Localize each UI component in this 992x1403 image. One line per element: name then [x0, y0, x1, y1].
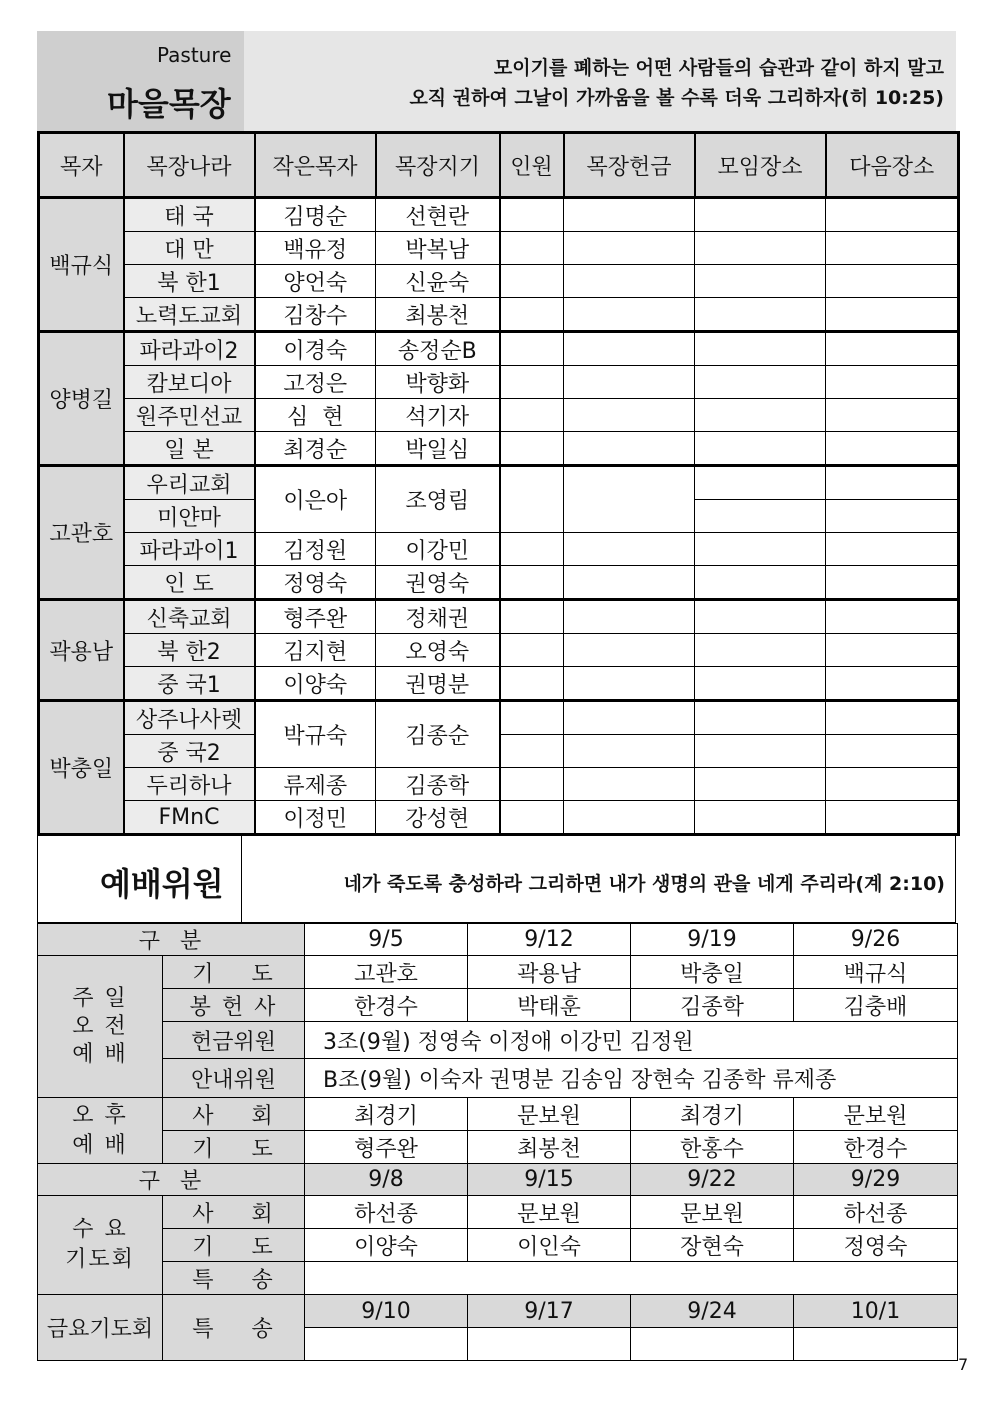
date-cell: 9/12	[468, 924, 631, 956]
offering-cell[interactable]	[564, 198, 695, 232]
col-header: 다음장소	[826, 133, 959, 198]
offering-cell[interactable]	[564, 566, 695, 600]
count-cell[interactable]	[500, 735, 564, 768]
country-name: 태 국	[124, 198, 255, 232]
duty-cell: 이인숙	[468, 1229, 631, 1262]
next-place-cell[interactable]	[826, 298, 959, 332]
place-cell[interactable]	[695, 366, 826, 399]
place-cell[interactable]	[695, 198, 826, 232]
usher-money-label: 헌금위원	[163, 1022, 305, 1059]
place-cell[interactable]	[695, 332, 826, 366]
pasture-table-header	[39, 133, 959, 198]
next-place-cell[interactable]	[826, 500, 959, 533]
place-cell[interactable]	[695, 667, 826, 701]
table-row	[39, 533, 959, 566]
keeper: 송정순B	[376, 332, 500, 366]
count-cell[interactable]	[500, 366, 564, 399]
keeper: 석기자	[376, 399, 500, 432]
place-cell[interactable]	[695, 232, 826, 265]
usher-money-members: 3조(9월) 정영숙 이정애 이강민 김정원	[305, 1022, 958, 1059]
small-shepherd: 박규숙	[255, 701, 376, 768]
gubun-label: 구 분	[38, 1164, 305, 1196]
count-cell[interactable]	[500, 533, 564, 566]
count-cell[interactable]	[500, 801, 564, 835]
keeper: 오영숙	[376, 634, 500, 667]
date-cell: 9/22	[631, 1164, 794, 1196]
col-header: 목장지기	[376, 133, 500, 198]
next-place-cell[interactable]	[826, 533, 959, 566]
count-cell[interactable]	[500, 466, 564, 533]
country-name: 중 국2	[124, 735, 255, 768]
verse-line-1: 모이기를 폐하는 어떤 사람들의 습관과 같이 하지 말고	[493, 57, 944, 79]
wednesday-label: 수 요 기도회	[38, 1196, 163, 1295]
special-song-label: 특 송	[163, 1295, 305, 1361]
small-shepherd: 김정원	[255, 533, 376, 566]
pasture-title-en: Pasture	[157, 43, 232, 67]
table-row	[39, 466, 959, 500]
worship-table	[37, 923, 958, 1361]
next-place-cell[interactable]	[826, 232, 959, 265]
offering-cell[interactable]	[564, 600, 695, 634]
count-cell[interactable]	[500, 566, 564, 600]
count-cell[interactable]	[500, 667, 564, 701]
table-row	[38, 1022, 958, 1059]
offering-cell[interactable]	[564, 232, 695, 265]
table-row	[38, 1262, 958, 1295]
table-row	[39, 265, 959, 298]
duty-cell: 문보원	[631, 1196, 794, 1229]
offering-cell[interactable]	[564, 366, 695, 399]
place-cell[interactable]	[695, 768, 826, 801]
count-cell[interactable]	[500, 399, 564, 432]
date-cell: 9/15	[468, 1164, 631, 1196]
country-name: FMnC	[124, 801, 255, 835]
small-shepherd: 양언숙	[255, 265, 376, 298]
next-place-cell[interactable]	[826, 399, 959, 432]
date-cell: 9/24	[631, 1295, 794, 1328]
count-cell[interactable]	[500, 600, 564, 634]
next-place-cell[interactable]	[826, 735, 959, 768]
col-header: 목장헌금	[564, 133, 695, 198]
date-cell: 9/10	[305, 1295, 468, 1328]
offering-cell[interactable]	[564, 533, 695, 566]
count-cell[interactable]	[500, 701, 564, 735]
count-cell[interactable]	[500, 332, 564, 366]
worship-header	[37, 834, 956, 923]
offering-cell[interactable]	[564, 298, 695, 332]
offering-cell[interactable]	[564, 466, 695, 533]
table-row	[38, 1295, 958, 1328]
duty-cell: 백규식	[794, 956, 958, 989]
date-row	[38, 1164, 958, 1196]
keeper: 김종순	[376, 701, 500, 768]
verse-line-2: 오직 권하여 그날이 가까움을 볼 수록 더욱 그리하자(히 10:25)	[409, 87, 944, 109]
special-song-label: 특 송	[163, 1262, 305, 1295]
place-cell[interactable]	[695, 600, 826, 634]
duty-cell: 최경기	[305, 1098, 468, 1131]
date-cell: 10/1	[794, 1295, 958, 1328]
keeper: 신윤숙	[376, 265, 500, 298]
duty-cell: 문보원	[794, 1098, 958, 1131]
country-name: 파라과이1	[124, 533, 255, 566]
country-name: 북 한1	[124, 265, 255, 298]
country-name: 북 한2	[124, 634, 255, 667]
keeper: 박복남	[376, 232, 500, 265]
duty-cell: 하선종	[794, 1196, 958, 1229]
sunday-am-label: 주 일 오 전 예 배	[38, 956, 163, 1098]
small-shepherd: 정영숙	[255, 566, 376, 600]
duty-cell: 정영숙	[794, 1229, 958, 1262]
duty-cell: 최봉천	[468, 1131, 631, 1164]
table-row	[38, 1098, 958, 1131]
count-cell[interactable]	[500, 634, 564, 667]
next-place-cell[interactable]	[826, 600, 959, 634]
offering-cell[interactable]	[564, 634, 695, 667]
duty-cell: 문보원	[468, 1196, 631, 1229]
next-place-cell[interactable]	[826, 801, 959, 835]
place-cell[interactable]	[695, 298, 826, 332]
keeper: 강성현	[376, 801, 500, 835]
date-cell: 9/8	[305, 1164, 468, 1196]
offering-cell[interactable]	[564, 801, 695, 835]
offering-cell[interactable]	[564, 735, 695, 768]
guide-members: B조(9월) 이숙자 권명분 김송임 장현숙 김종학 류제종	[305, 1059, 958, 1098]
pastor-name: 곽용남	[39, 600, 124, 701]
worship-title-box	[38, 835, 242, 922]
small-shepherd: 김창수	[255, 298, 376, 332]
country-name: 일 본	[124, 432, 255, 466]
offering-cell[interactable]	[564, 701, 695, 735]
col-header: 인원	[500, 133, 564, 198]
table-row	[39, 298, 959, 332]
friday-song-cell[interactable]	[468, 1328, 631, 1361]
next-place-cell[interactable]	[826, 332, 959, 366]
table-row	[39, 768, 959, 801]
duty-cell: 박태훈	[468, 989, 631, 1022]
col-header: 목자	[39, 133, 124, 198]
worship-verse: 네가 죽도록 충성하라 그리하면 내가 생명의 관을 네게 주리라(계 2:10)	[343, 873, 945, 895]
table-row	[39, 701, 959, 735]
count-cell[interactable]	[500, 198, 564, 232]
place-cell[interactable]	[695, 265, 826, 298]
next-place-cell[interactable]	[826, 701, 959, 735]
table-row	[39, 332, 959, 366]
friday-song-cell[interactable]	[631, 1328, 794, 1361]
friday-label: 금요기도회	[38, 1295, 163, 1361]
country-name: 두리하나	[124, 768, 255, 801]
place-cell[interactable]	[695, 500, 826, 533]
pasture-title-ko: 마을목장	[107, 85, 231, 123]
duty-cell: 한경수	[794, 1131, 958, 1164]
table-row	[38, 1196, 958, 1229]
keeper: 권명분	[376, 667, 500, 701]
count-cell[interactable]	[500, 265, 564, 298]
offering-cell[interactable]	[564, 399, 695, 432]
duty-cell: 장현숙	[631, 1229, 794, 1262]
table-row	[39, 667, 959, 701]
pastor-name: 박충일	[39, 701, 124, 835]
count-cell[interactable]	[500, 232, 564, 265]
count-cell[interactable]	[500, 768, 564, 801]
duty-cell: 박충일	[631, 956, 794, 989]
table-row	[38, 1059, 958, 1098]
page-number: 7	[958, 1355, 969, 1374]
small-shepherd: 이경숙	[255, 332, 376, 366]
country-name: 대 만	[124, 232, 255, 265]
pastor-name: 양병길	[39, 332, 124, 466]
date-cell: 9/26	[794, 924, 958, 956]
next-place-cell[interactable]	[826, 366, 959, 399]
keeper: 박일심	[376, 432, 500, 466]
place-cell[interactable]	[695, 533, 826, 566]
prayer-label: 기 도	[163, 1131, 305, 1164]
country-name: 우리교회	[124, 466, 255, 500]
duty-cell: 김종학	[631, 989, 794, 1022]
place-cell[interactable]	[695, 466, 826, 500]
next-place-cell[interactable]	[826, 432, 959, 466]
pastor-name: 백규식	[39, 198, 124, 332]
duty-cell: 형주완	[305, 1131, 468, 1164]
pastor-name: 고관호	[39, 466, 124, 600]
small-shepherd: 류제종	[255, 768, 376, 801]
small-shepherd: 김명순	[255, 198, 376, 232]
small-shepherd: 김지현	[255, 634, 376, 667]
date-row	[38, 924, 958, 956]
duty-cell: 최경기	[631, 1098, 794, 1131]
host-label: 사 회	[163, 1196, 305, 1229]
table-row	[38, 1131, 958, 1164]
count-cell[interactable]	[500, 432, 564, 466]
next-place-cell[interactable]	[826, 566, 959, 600]
small-shepherd: 형주완	[255, 600, 376, 634]
table-row	[39, 566, 959, 600]
duty-cell: 이양숙	[305, 1229, 468, 1262]
table-row	[39, 399, 959, 432]
pasture-title-box	[37, 31, 244, 131]
country-name: 노력도교회	[124, 298, 255, 332]
country-name: 미얀마	[124, 500, 255, 533]
table-row	[38, 1229, 958, 1262]
col-header: 모임장소	[695, 133, 826, 198]
offering-cell[interactable]	[564, 332, 695, 366]
offering-cell[interactable]	[564, 432, 695, 466]
table-row	[39, 198, 959, 232]
keeper: 조영림	[376, 466, 500, 533]
keeper: 권영숙	[376, 566, 500, 600]
pasture-table	[37, 131, 960, 836]
keeper: 김종학	[376, 768, 500, 801]
place-cell[interactable]	[695, 701, 826, 735]
small-shepherd: 심 현	[255, 399, 376, 432]
small-shepherd: 이정민	[255, 801, 376, 835]
next-place-cell[interactable]	[826, 667, 959, 701]
small-shepherd: 백유정	[255, 232, 376, 265]
next-place-cell[interactable]	[826, 466, 959, 500]
table-row	[39, 232, 959, 265]
date-cell: 9/19	[631, 924, 794, 956]
keeper: 이강민	[376, 533, 500, 566]
guide-label: 안내위원	[163, 1059, 305, 1098]
duty-cell: 고관호	[305, 956, 468, 989]
special-song-cell[interactable]	[305, 1262, 958, 1295]
duty-cell: 김충배	[794, 989, 958, 1022]
country-name: 원주민선교	[124, 399, 255, 432]
country-name: 상주나사렛	[124, 701, 255, 735]
offering-cell[interactable]	[564, 768, 695, 801]
next-place-cell[interactable]	[826, 768, 959, 801]
sunday-pm-label: 오 후 예 배	[38, 1098, 163, 1164]
offering-cell[interactable]	[564, 265, 695, 298]
country-name: 캄보디아	[124, 366, 255, 399]
prayer-label: 기 도	[163, 956, 305, 989]
pasture-header	[37, 31, 956, 131]
next-place-cell[interactable]	[826, 198, 959, 232]
worship-title: 예배위원	[100, 865, 224, 903]
table-row	[38, 956, 958, 989]
place-cell[interactable]	[695, 432, 826, 466]
table-row	[38, 989, 958, 1022]
table-row	[39, 634, 959, 667]
place-cell[interactable]	[695, 634, 826, 667]
host-label: 사 회	[163, 1098, 305, 1131]
place-cell[interactable]	[695, 801, 826, 835]
duty-cell: 한홍수	[631, 1131, 794, 1164]
duty-cell: 한경수	[305, 989, 468, 1022]
next-place-cell[interactable]	[826, 265, 959, 298]
country-name: 파라과이2	[124, 332, 255, 366]
next-place-cell[interactable]	[826, 634, 959, 667]
small-shepherd: 이양숙	[255, 667, 376, 701]
country-name: 신축교회	[124, 600, 255, 634]
col-header: 목장나라	[124, 133, 255, 198]
col-header: 작은목자	[255, 133, 376, 198]
place-cell[interactable]	[695, 735, 826, 768]
place-cell[interactable]	[695, 399, 826, 432]
gubun-label: 구 분	[38, 924, 305, 956]
table-row	[39, 600, 959, 634]
duty-cell: 곽용남	[468, 956, 631, 989]
country-name: 중 국1	[124, 667, 255, 701]
small-shepherd: 최경순	[255, 432, 376, 466]
place-cell[interactable]	[695, 566, 826, 600]
offertory-label: 봉 헌 사	[163, 989, 305, 1022]
date-cell: 9/17	[468, 1295, 631, 1328]
table-row	[39, 366, 959, 399]
date-cell: 9/29	[794, 1164, 958, 1196]
prayer-label: 기 도	[163, 1229, 305, 1262]
offering-cell[interactable]	[564, 667, 695, 701]
keeper: 선현란	[376, 198, 500, 232]
friday-song-cell[interactable]	[305, 1328, 468, 1361]
keeper: 최봉천	[376, 298, 500, 332]
date-cell: 9/5	[305, 924, 468, 956]
count-cell[interactable]	[500, 298, 564, 332]
friday-song-cell[interactable]	[794, 1328, 958, 1361]
keeper: 정채권	[376, 600, 500, 634]
keeper: 박향화	[376, 366, 500, 399]
duty-cell: 하선종	[305, 1196, 468, 1229]
country-name: 인 도	[124, 566, 255, 600]
duty-cell: 문보원	[468, 1098, 631, 1131]
table-row	[39, 801, 959, 835]
small-shepherd: 이은아	[255, 466, 376, 533]
small-shepherd: 고정은	[255, 366, 376, 399]
table-row	[39, 432, 959, 466]
